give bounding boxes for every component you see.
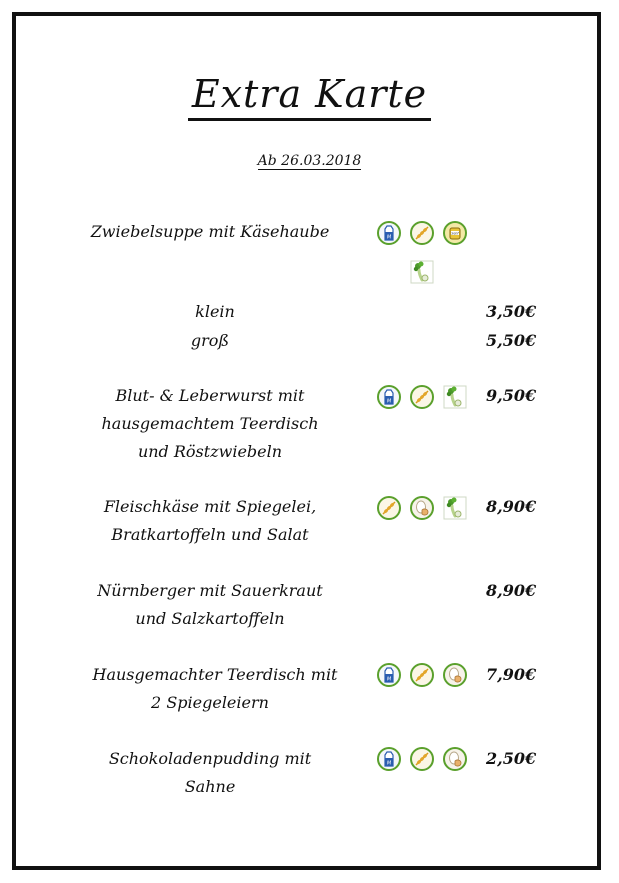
item-teerdisch-line-1: Hausgemachter Teerdisch mit <box>92 665 338 684</box>
item-fleischkaese-line-1: Fleischkäse mit Spiegelei, <box>103 497 317 516</box>
size-label-klein: klein <box>195 302 235 321</box>
price-fleischkaese: 8,90€ <box>486 497 537 516</box>
menu-date: Ab 26.03.2018 <box>257 153 362 169</box>
item-zwiebelsuppe-line-1: Zwiebelsuppe mit Käsehaube <box>90 222 330 241</box>
egg-icon <box>443 747 467 771</box>
item-pudding-line-2: Sahne <box>184 777 236 796</box>
item-teerdisch-line-2: 2 Spiegeleiern <box>151 693 269 712</box>
item-fleischkaese-line-2: Bratkartoffeln und Salat <box>111 525 309 544</box>
item-nuernberger-line-2: und Salzkartoffeln <box>135 609 285 628</box>
menu-title: Extra Karte <box>0 72 619 116</box>
grain-icon <box>410 663 434 687</box>
celery-icon <box>443 385 467 409</box>
svg-text:M: M <box>386 234 392 241</box>
svg-text:M: M <box>386 398 392 405</box>
item-wurst-line-2: hausgemachtem Teerdisch <box>101 414 319 433</box>
milk-icon <box>377 385 401 409</box>
grain-icon <box>410 385 434 409</box>
size-label-gross: groß <box>190 331 230 350</box>
price-wurst: 9,50€ <box>486 386 537 405</box>
milk-icon <box>377 747 401 771</box>
egg-icon <box>410 496 434 520</box>
item-wurst-line-1: Blut- & Leberwurst mit <box>115 386 305 405</box>
milk-icon <box>377 221 401 245</box>
celery-icon <box>410 260 434 284</box>
celery-icon <box>443 496 467 520</box>
grain-icon <box>377 496 401 520</box>
item-wurst-line-3: und Röstzwiebeln <box>137 442 283 461</box>
price-teerdisch: 7,90€ <box>486 665 537 684</box>
price-gross: 5,50€ <box>486 331 537 350</box>
item-pudding-line-1: Schokoladenpudding mit <box>108 749 312 768</box>
mustard-icon <box>443 221 467 245</box>
price-klein: 3,50€ <box>486 302 537 321</box>
grain-icon <box>410 221 434 245</box>
grain-icon <box>410 747 434 771</box>
price-pudding: 2,50€ <box>486 749 537 768</box>
page-border <box>12 12 601 870</box>
milk-icon <box>377 663 401 687</box>
price-nuernberger: 8,90€ <box>486 581 537 600</box>
item-nuernberger-line-1: Nürnberger mit Sauerkraut <box>97 581 323 600</box>
svg-text:M: M <box>386 676 392 683</box>
svg-text:Senf: Senf <box>451 231 459 236</box>
egg-icon <box>443 663 467 687</box>
svg-text:M: M <box>386 760 392 767</box>
